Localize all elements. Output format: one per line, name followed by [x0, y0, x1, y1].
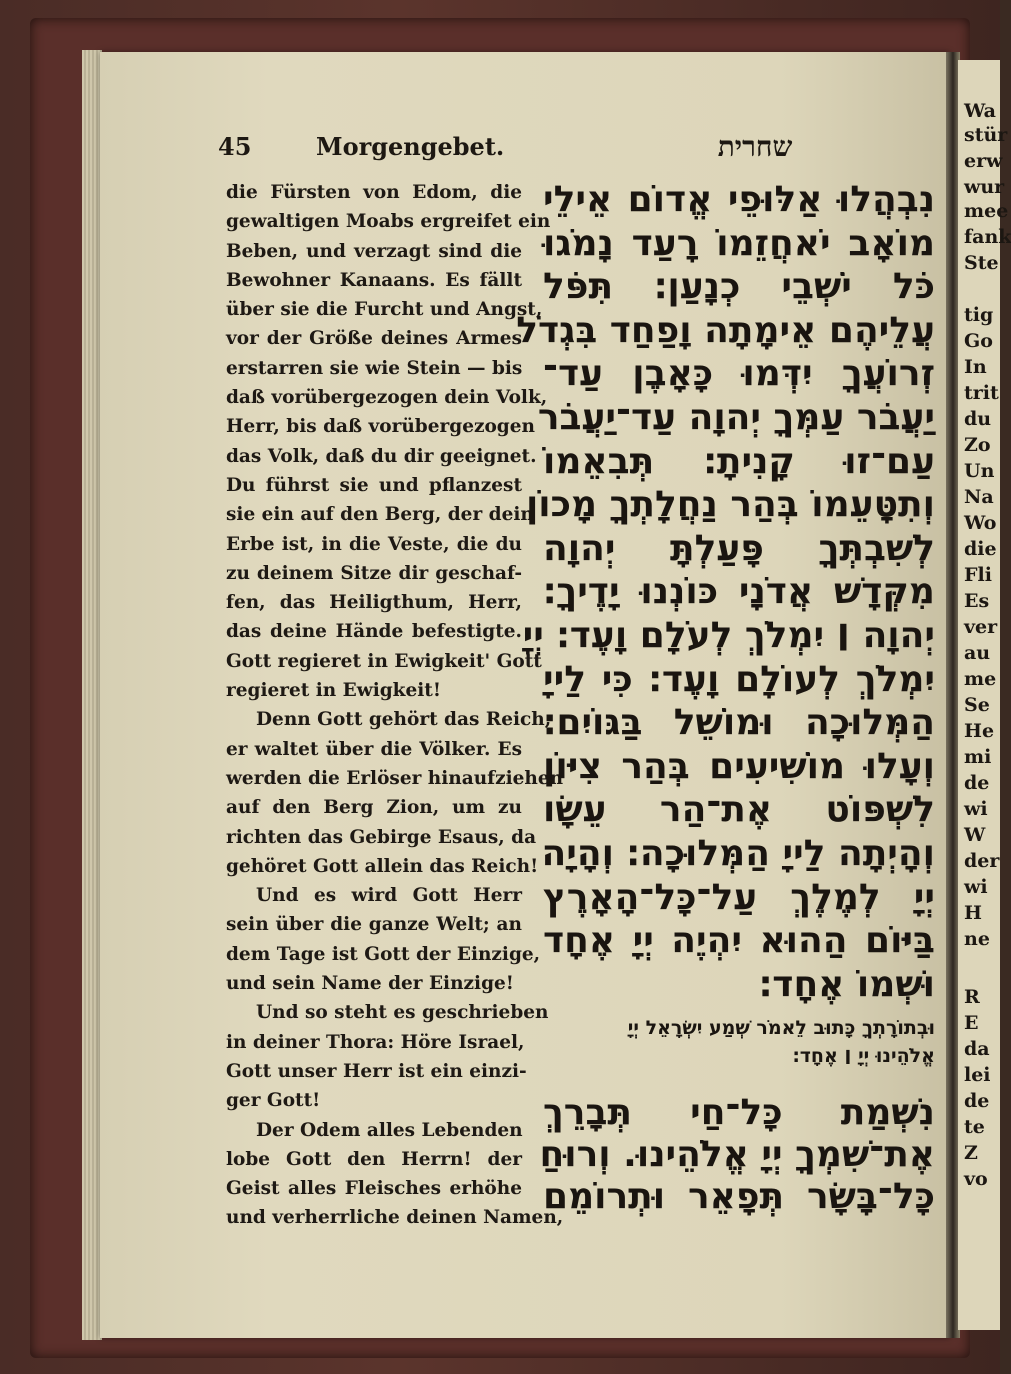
hebrew-text-line: יְהוָה ׀ יִמְלֹךְ לְעֹלָם וָעֶד׃ יְיָ	[522, 614, 935, 656]
next-page-fragment	[958, 60, 1011, 1330]
german-text-line: und verherrliche deinen Namen,	[226, 1207, 564, 1229]
german-text-line: erstarren sie wie Stein — bis	[226, 357, 523, 379]
german-text-line: vor der Größe deines Armes	[226, 328, 522, 350]
hebrew-text-line: יַעֲבֹר עַמְּךָ יְהוָה עַד־יַעֲבֹר	[537, 396, 935, 438]
next-page-text-fragment: Un	[964, 460, 995, 482]
hebrew-text-line: נִשְׁמַת כָּל־חַי תְּבָרֵךְ	[543, 1092, 935, 1134]
next-page-text-fragment: da	[964, 1038, 990, 1060]
german-text-line: zu deinem Sitze dir geschaf-	[226, 562, 522, 584]
next-page-text-fragment: Wa	[964, 100, 996, 122]
next-page-text-fragment: vo	[964, 1168, 988, 1190]
german-text-line: die Fürsten von Edom, die	[226, 182, 522, 203]
hebrew-text-line: הַמְּלוּכָה וּמוֹשֵׁל בַּגּוֹיִם׃	[543, 702, 935, 744]
hebrew-text-line: וְתִטָּעֵמוֹ בְּהַר נַחֲלָתְךָ מָכוֹן	[525, 484, 935, 526]
next-page-text-fragment: Zo	[964, 434, 991, 456]
hebrew-text-line: וְעָלוּ מוֹשִׁיעִים בְּהַר צִיּוֹן	[543, 745, 935, 787]
next-page-text-fragment: mee	[964, 200, 1009, 222]
german-text-line: Geist alles Fleisches erhöhe	[226, 1178, 522, 1200]
next-page-text-fragment: du	[964, 408, 992, 430]
hebrew-text-line: כָּל־בָּשָׂר תְּפָאֵר וּתְרוֹמֵם	[543, 1176, 935, 1218]
german-text-line: gewaltigen Moabs ergreifet ein	[226, 211, 551, 233]
german-text-line: auf den Berg Zion, um zu	[226, 797, 522, 819]
page-edges	[82, 50, 102, 1340]
next-page-text-fragment: te	[964, 1116, 985, 1138]
next-page-text-fragment: R	[964, 986, 980, 1008]
next-page-text-fragment: In	[964, 356, 987, 378]
next-page-text-fragment: W	[964, 824, 986, 846]
hebrew-text-line: עַם־זוּ קָנִיתָ׃ תְּבִאֵמוֹ	[543, 440, 935, 482]
german-text-line: Beben, und verzagt sind die	[226, 240, 522, 262]
next-page-text-fragment: Na	[964, 486, 994, 508]
hebrew-text-line: יְיָ לְמֶלֶךְ עַל־כָּל־הָאָרֶץ	[543, 876, 935, 918]
next-page-text-fragment: lei	[964, 1064, 991, 1086]
page-number: 45	[218, 132, 252, 161]
german-text-line: dem Tage ist Gott der Einzige,	[226, 943, 541, 965]
next-page-text-fragment: tig	[964, 304, 994, 326]
hebrew-text-column	[516, 178, 935, 1218]
german-text-line: fen, das Heiligthum, Herr,	[226, 592, 522, 614]
hebrew-page-title: שחרית	[717, 130, 793, 163]
next-page-text-fragment: ver	[964, 616, 998, 638]
next-page-text-fragment: der	[964, 850, 1000, 872]
next-page-text-fragment: stür	[964, 124, 1008, 146]
german-text-line: gehöret Gott allein das Reich!	[226, 855, 539, 877]
german-text-line: Du führst sie und pflanzest	[226, 474, 522, 496]
hebrew-text-line: אֶת־שִׁמְךָ יְיָ אֱלֹהֵינוּ. וְרוּחַ	[539, 1134, 935, 1176]
next-page-text-fragment: au	[964, 642, 991, 664]
next-page-text-fragment: E	[964, 1012, 979, 1034]
next-page-text-fragment: Go	[964, 330, 993, 352]
german-text-line: Gott regieret in Ewigkeit' Gott	[226, 650, 542, 672]
next-page-text-fragment: Ste	[964, 252, 999, 274]
next-page-text-fragment: Es	[964, 590, 990, 612]
next-page-text-fragment: die	[964, 538, 997, 560]
german-text-line: richten das Gebirge Esaus, da	[226, 826, 537, 848]
next-page-text-fragment: Wo	[964, 512, 997, 534]
hebrew-text-line: יִמְלֹךְ לְעוֹלָם וָעֶד׃ כִּי לַייָ	[543, 658, 935, 700]
next-page-text-fragment: me	[964, 668, 997, 690]
hebrew-text-line: וְהָיְתָה לַייָ הַמְּלוּכָה׃ וְהָיָה	[541, 832, 935, 874]
german-text-line: regieret in Ewigkeit!	[226, 680, 441, 702]
german-text-line: das Volk, daß du dir geeignet.	[226, 445, 537, 467]
german-text-line: in deiner Thora: Höre Israel,	[226, 1031, 525, 1053]
hebrew-text-line: נִבְהֲלוּ אַלּוּפֵי אֱדוֹם אֵילֵי	[543, 179, 935, 220]
german-text-line: Erbe ist, in die Veste, die du	[226, 533, 522, 555]
german-text-line: sein über die ganze Welt; an	[226, 914, 522, 936]
next-page-text-fragment: wi	[964, 798, 988, 820]
next-page-text-fragment: Fli	[964, 564, 992, 586]
hebrew-small-text-line: וּבְתוֹרָתְךָ כָּתוּב לֵאמֹר שְׁמַע יִשְׂרָאֵל יְיָ	[627, 1017, 935, 1040]
hebrew-text-line: עֲלֵיהֶם אֵימָתָה וָפַחַד בִּגְדֹל	[516, 309, 935, 351]
german-text-line: ger Gott!	[226, 1090, 321, 1112]
german-text-line: daß vorübergezogen dein Volk,	[226, 387, 548, 409]
german-text-column	[226, 178, 564, 1233]
german-text-line: werden die Erlöser hinaufziehen	[226, 767, 564, 789]
next-page-text-fragment: He	[964, 720, 995, 742]
next-page-text-fragment: H	[964, 902, 982, 924]
hebrew-text-line: מוֹאָב יֹאחֲזֵמוֹ רָעַד נָמֹגוּ	[543, 222, 935, 264]
german-text-line: sie ein auf den Berg, der dein	[226, 504, 534, 526]
hebrew-text-line: לִשְׁפּוֹט אֶת־הַר עֵשָׂו	[543, 789, 935, 831]
next-page-text-fragment: trit	[964, 382, 999, 404]
german-text-line: Bewohner Kanaans. Es fällt	[226, 269, 522, 291]
next-page-text-fragment: wi	[964, 876, 988, 898]
german-text-line: das deine Hände befestigte.	[226, 621, 522, 643]
next-page-text-fragment: de	[964, 1090, 990, 1112]
german-text-line: Der Odem alles Lebenden	[256, 1119, 523, 1141]
next-page-text-fragment: wur	[964, 176, 1005, 198]
hebrew-text-line: בַּיּוֹם הַהוּא יִהְיֶה יְיָ אֶחָד	[543, 920, 935, 962]
next-page-text-fragment: de	[964, 772, 990, 794]
next-page-text-fragment: Z	[964, 1142, 978, 1164]
hebrew-text-line: כֹּל יֹשְׁבֵי כְנָעַן׃ תִּפֹּל	[543, 266, 935, 308]
hebrew-text-line: לְשִׁבְתְּךָ פָּעַלְתָּ יְהוָה	[543, 527, 935, 569]
page-title: Morgengebet.	[316, 132, 505, 161]
next-page-text-fragment: mi	[964, 746, 992, 768]
hebrew-text-line: וּשְׁמוֹ אֶחָד׃	[758, 963, 935, 1005]
german-text-line: Gott unser Herr ist ein einzi-	[226, 1060, 527, 1082]
hebrew-text-line: מִקְּדָשׁ אֲדֹנָי כּוֹנְנוּ יָדֶיךָ׃	[543, 571, 935, 613]
german-text-line: und sein Name der Einzige!	[226, 973, 514, 995]
german-text-line: lobe Gott den Herrn! der	[226, 1148, 522, 1170]
next-page-text-fragment: Se	[964, 694, 990, 716]
german-text-line: Denn Gott gehört das Reich,	[256, 709, 552, 731]
german-text-line: Und so steht es geschrieben	[256, 1002, 549, 1024]
german-text-line: über sie die Furcht und Angst,	[226, 299, 543, 321]
next-page-text-fragment: fank	[964, 226, 1011, 248]
hebrew-text-line: זְרוֹעֲךָ יִדְּמוּ כָּאָבֶן עַד־	[543, 353, 935, 395]
german-text-line: Herr, bis daß vorübergezogen	[226, 416, 535, 438]
next-page-text-fragment: erw	[964, 150, 1003, 172]
hebrew-small-text-line: אֱלֹהֵינוּ יְיָ ׀ אֶחָד׃	[792, 1045, 935, 1068]
next-page-text-fragment: ne	[964, 928, 990, 950]
german-text-line: er waltet über die Völker. Es	[226, 738, 522, 760]
german-text-line: Und es wird Gott Herr	[256, 885, 522, 907]
